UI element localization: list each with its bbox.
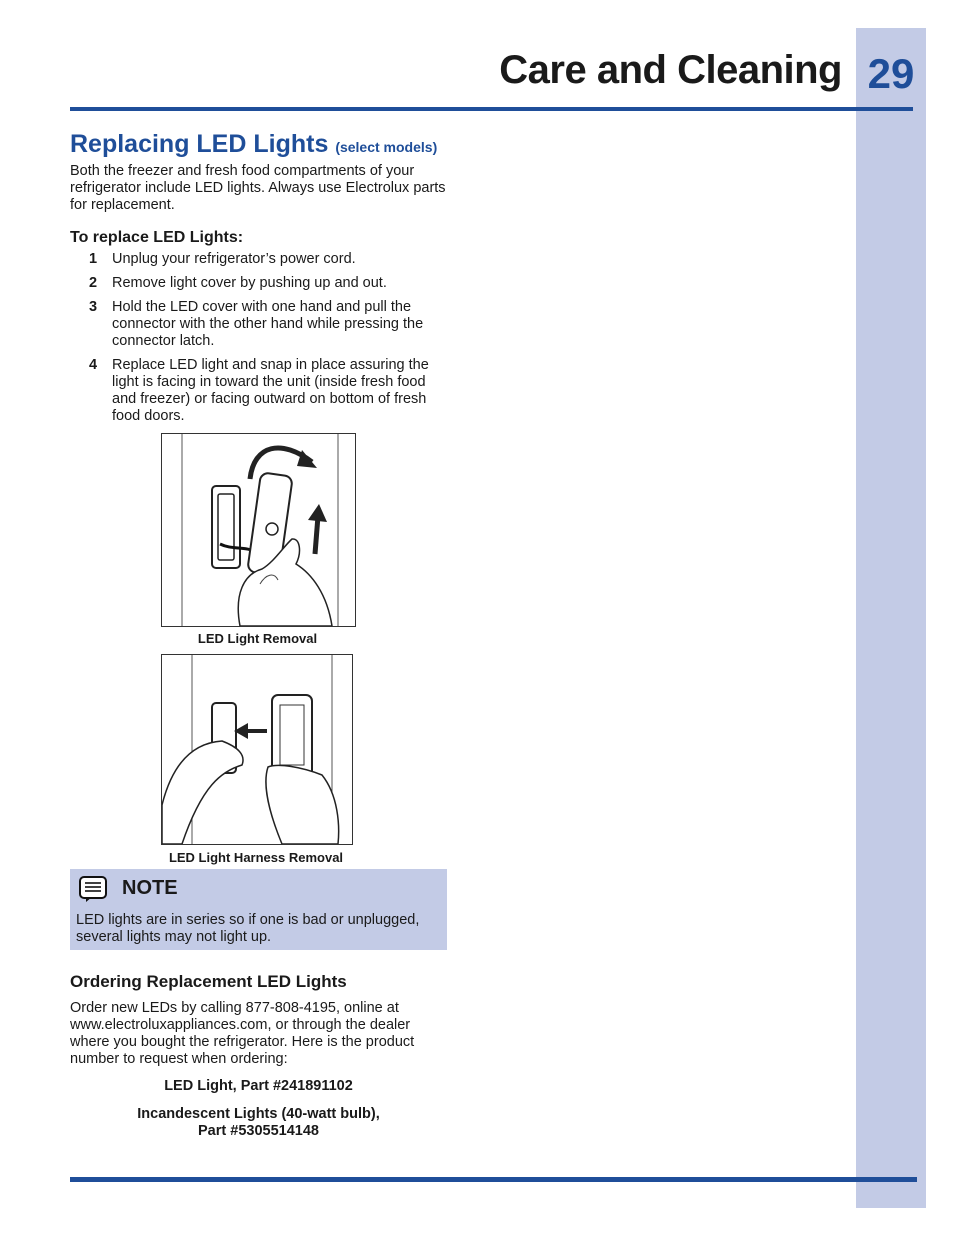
part-incandescent [70,1106,447,1140]
step-number: 2 [89,275,98,291]
ordering-heading: Ordering Replacement LED Lights [70,972,347,991]
led-light-removal-illustration [161,433,356,627]
note-box [70,869,447,950]
step-item [89,299,450,350]
part-incandescent-line1: Incandescent Lights (40-watt bulb), [137,1106,380,1122]
step-number: 1 [89,251,98,267]
section-title-text: Replacing LED Lights [70,130,329,158]
intro-paragraph: Both the freezer and fresh food compartments of your refrigerator include LED lights. Always use Electrolux parts for replacement. [70,163,446,213]
note-icon [78,875,108,908]
main-column [70,128,450,432]
step-text: Unplug your refrigerator’s power cord. [112,251,356,267]
footer-rule [70,1177,917,1182]
step-item [89,251,450,268]
step-text: Hold the LED cover with one hand and pull the connector with the other hand while pressing the connector latch. [112,299,424,349]
header-rule [70,107,913,111]
section-title [70,128,450,163]
note-heading: NOTE [122,877,178,899]
step-number: 3 [89,299,98,315]
section-subtitle: (select models) [335,139,438,155]
page-number: 29 [867,50,915,97]
ordering-section [70,972,450,1068]
led-harness-removal-illustration [161,654,353,845]
part-incandescent-line2: Part #5305514148 [198,1123,319,1139]
note-text: LED lights are in series so if one is bad or unplugged, several lights may not light up. [76,912,420,945]
page-sidebar-tab [856,28,926,1208]
step-item [89,275,450,292]
ordering-paragraph: Order new LEDs by calling 877-808-4195, online at www.electroluxappliances.com, or through the dealer where you bought the refrigerator. Here is the product number to request when ordering: [70,1000,415,1067]
steps-list [70,251,450,425]
page-title: Care and Cleaning [499,48,842,92]
step-item [89,357,450,425]
figure-caption-removal: LED Light Removal [197,631,318,646]
steps-heading: To replace LED Lights: [70,229,244,246]
step-text: Replace LED light and snap in place assuring the light is facing in toward the unit (inside fresh food and freezer) or facing outward on bottom of fresh food doors. [112,357,429,424]
step-text: Remove light cover by pushing up and out. [112,275,387,291]
step-number: 4 [89,357,98,373]
figure-caption-harness: LED Light Harness Removal [168,850,344,865]
part-led: LED Light, Part #241891102 [164,1078,353,1094]
